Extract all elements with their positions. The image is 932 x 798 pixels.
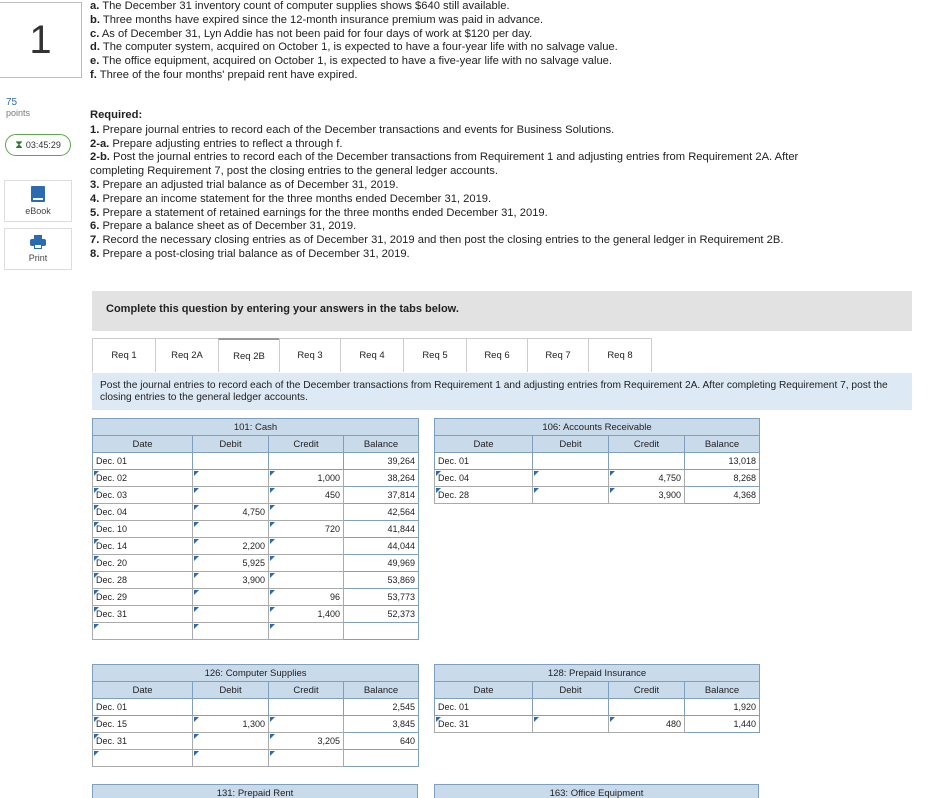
credit-cell xyxy=(609,453,685,470)
date-input[interactable] xyxy=(93,750,193,767)
tab-req-4[interactable]: Req 4 xyxy=(340,338,404,372)
date-input[interactable]: Dec. 10 xyxy=(93,521,193,538)
ledger-title: 106: Accounts Receivable xyxy=(435,419,760,436)
balance-cell: 3,845 xyxy=(344,716,419,733)
balance-cell: 39,264 xyxy=(344,453,419,470)
ledger-accounts-receivable xyxy=(434,418,760,640)
required-item: 4. Prepare an income statement for the three months ended December 31, 2019. xyxy=(90,192,492,205)
ledger-prepaid-insurance xyxy=(434,664,760,733)
col-credit: Credit xyxy=(609,436,685,453)
balance-cell: 42,564 xyxy=(344,504,419,521)
debit-input[interactable] xyxy=(533,470,609,487)
credit-input[interactable]: 480 xyxy=(609,716,685,733)
points-label: points xyxy=(6,108,31,118)
debit-input[interactable] xyxy=(193,487,269,504)
print-button[interactable] xyxy=(4,228,72,270)
date-input[interactable]: Dec. 04 xyxy=(435,470,533,487)
table-row xyxy=(93,555,419,572)
date-input[interactable]: Dec. 28 xyxy=(435,487,533,504)
problem-item: c. As of December 31, Lyn Addie has not been paid for four days of work at $120 per day. xyxy=(90,27,533,40)
spacer-row xyxy=(435,504,760,640)
book-icon xyxy=(31,186,45,202)
debit-input[interactable] xyxy=(193,589,269,606)
table-row xyxy=(93,572,419,589)
ebook-label: eBook xyxy=(25,206,51,216)
required-item: 3. Prepare an adjusted trial balance as of December 31, 2019. xyxy=(90,178,399,191)
requirement-tabs xyxy=(92,338,651,372)
tab-req-5[interactable]: Req 5 xyxy=(403,338,467,372)
debit-cell xyxy=(193,699,269,716)
timer-badge xyxy=(5,134,71,156)
balance-cell: 41,844 xyxy=(344,521,419,538)
problem-item: e. The office equipment, acquired on October 1, is expected to have a five-year life with no salvage value. xyxy=(90,55,612,68)
problem-list xyxy=(90,0,850,83)
credit-input[interactable] xyxy=(269,555,344,572)
debit-input[interactable]: 5,925 xyxy=(193,555,269,572)
ledger-title: 163: Office Equipment xyxy=(435,785,759,798)
debit-cell xyxy=(533,453,609,470)
credit-input[interactable]: 1,400 xyxy=(269,606,344,623)
problem-item: d. The computer system, acquired on October 1, is expected to have a four-year life with no salvage value. xyxy=(90,41,618,54)
ledger-title: 131: Prepaid Rent xyxy=(93,785,418,798)
credit-cell xyxy=(269,453,344,470)
debit-input[interactable]: 3,900 xyxy=(193,572,269,589)
debit-input[interactable] xyxy=(533,716,609,733)
tab-req-2a[interactable]: Req 2A xyxy=(155,338,219,372)
debit-input[interactable] xyxy=(193,623,269,640)
col-debit: Debit xyxy=(193,682,269,699)
credit-input[interactable] xyxy=(269,538,344,555)
tab-instruction: Post the journal entries to record each of the December transactions from Requirement 1 and adjusting entries from Requirement 2A. After completing Requirement 7, post the closing entries to the general ledger accounts. xyxy=(92,373,912,410)
tab-req-2b[interactable]: Req 2B xyxy=(218,338,280,372)
credit-input[interactable]: 3,900 xyxy=(609,487,685,504)
table-row xyxy=(93,521,419,538)
date-input[interactable]: Dec. 20 xyxy=(93,555,193,572)
required-list xyxy=(90,109,810,262)
date-input[interactable]: Dec. 31 xyxy=(93,606,193,623)
date-input[interactable] xyxy=(93,623,193,640)
date-cell: Dec. 01 xyxy=(93,699,193,716)
debit-input[interactable]: 1,300 xyxy=(193,716,269,733)
required-item: 6. Prepare a balance sheet as of December 31, 2019. xyxy=(90,220,357,233)
table-row xyxy=(93,733,419,750)
date-cell: Dec. 01 xyxy=(435,699,533,716)
credit-input[interactable] xyxy=(269,572,344,589)
date-cell: Dec. 01 xyxy=(93,453,193,470)
balance-cell: 4,368 xyxy=(685,487,760,504)
table-row xyxy=(93,750,419,767)
table-row xyxy=(435,453,760,470)
credit-input[interactable]: 1,000 xyxy=(269,470,344,487)
hourglass-icon: ⧗ xyxy=(15,138,23,151)
date-input[interactable]: Dec. 31 xyxy=(93,733,193,750)
debit-input[interactable] xyxy=(193,733,269,750)
balance-cell: 1,440 xyxy=(685,716,760,733)
balance-cell: 1,920 xyxy=(685,699,760,716)
tab-req-7[interactable]: Req 7 xyxy=(527,338,589,372)
table-row xyxy=(435,716,760,733)
ledger-office-equipment xyxy=(434,784,759,798)
col-debit: Debit xyxy=(533,682,609,699)
col-date: Date xyxy=(435,682,533,699)
print-label: Print xyxy=(28,253,48,263)
ledger-cash xyxy=(92,418,419,640)
points-value: 75 xyxy=(6,97,18,108)
col-credit: Credit xyxy=(269,436,344,453)
timer-value: 03:45:29 xyxy=(25,140,61,150)
col-date: Date xyxy=(93,436,193,453)
credit-input[interactable] xyxy=(269,750,344,767)
ledger-computer-supplies xyxy=(92,664,419,767)
tab-req-3[interactable]: Req 3 xyxy=(279,338,341,372)
debit-input[interactable] xyxy=(193,606,269,623)
required-item: 2-b. Post the journal entries to record each of the December transactions from Requirement 1 and adjusting entries from Requirement 2A. After completing Requirement 7, post the closing entries to the general ledger accounts. xyxy=(90,151,799,178)
points-info xyxy=(6,97,30,119)
col-credit: Credit xyxy=(609,682,685,699)
ledger-title: 126: Computer Supplies xyxy=(93,665,419,682)
date-input[interactable]: Dec. 02 xyxy=(93,470,193,487)
table-row xyxy=(435,470,760,487)
col-balance: Balance xyxy=(344,682,419,699)
ledger-title: 101: Cash xyxy=(93,419,419,436)
table-row xyxy=(435,487,760,504)
tab-req-1[interactable]: Req 1 xyxy=(92,338,156,372)
date-input[interactable]: Dec. 15 xyxy=(93,716,193,733)
credit-input[interactable] xyxy=(269,504,344,521)
credit-input[interactable]: 450 xyxy=(269,487,344,504)
debit-input[interactable]: 2,200 xyxy=(193,538,269,555)
debit-input[interactable]: 4,750 xyxy=(193,504,269,521)
debit-cell xyxy=(533,699,609,716)
credit-cell xyxy=(609,699,685,716)
col-balance: Balance xyxy=(344,436,419,453)
table-row xyxy=(93,453,419,470)
col-credit: Credit xyxy=(269,682,344,699)
balance-cell: 53,773 xyxy=(344,589,419,606)
debit-input[interactable] xyxy=(193,521,269,538)
balance-cell: 2,545 xyxy=(344,699,419,716)
tab-req-6[interactable]: Req 6 xyxy=(466,338,528,372)
credit-cell xyxy=(269,699,344,716)
complete-question-bar: Complete this question by entering your answers in the tabs below. xyxy=(92,291,912,331)
ebook-button[interactable] xyxy=(4,180,72,222)
col-date: Date xyxy=(435,436,533,453)
tab-req-8[interactable]: Req 8 xyxy=(588,338,652,372)
table-row xyxy=(93,538,419,555)
balance-cell: 8,268 xyxy=(685,470,760,487)
date-input[interactable]: Dec. 29 xyxy=(93,589,193,606)
credit-input[interactable]: 3,205 xyxy=(269,733,344,750)
credit-input[interactable]: 96 xyxy=(269,589,344,606)
credit-input[interactable]: 720 xyxy=(269,521,344,538)
credit-input[interactable] xyxy=(269,623,344,640)
date-input[interactable]: Dec. 28 xyxy=(93,572,193,589)
balance-cell: 13,018 xyxy=(685,453,760,470)
credit-input[interactable]: 4,750 xyxy=(609,470,685,487)
required-item: 1. Prepare journal entries to record each of the December transactions and events for Business Solutions. xyxy=(90,123,615,136)
debit-input[interactable] xyxy=(193,470,269,487)
col-debit: Debit xyxy=(193,436,269,453)
date-input[interactable]: Dec. 14 xyxy=(93,538,193,555)
problem-item: a. The December 31 inventory count of computer supplies shows $640 still available. xyxy=(90,0,510,12)
table-row xyxy=(93,699,419,716)
table-row xyxy=(93,589,419,606)
ledger-prepaid-rent xyxy=(92,784,418,798)
balance-cell: 44,044 xyxy=(344,538,419,555)
table-row xyxy=(93,504,419,521)
debit-input[interactable] xyxy=(193,750,269,767)
table-row xyxy=(435,699,760,716)
date-input[interactable]: Dec. 04 xyxy=(93,504,193,521)
col-balance: Balance xyxy=(685,682,760,699)
date-cell: Dec. 01 xyxy=(435,453,533,470)
problem-item: b. Three months have expired since the 12-month insurance premium was paid in advance. xyxy=(90,13,544,26)
table-row xyxy=(93,606,419,623)
debit-cell xyxy=(193,453,269,470)
table-row xyxy=(93,623,419,640)
balance-cell: 53,869 xyxy=(344,572,419,589)
balance-cell xyxy=(344,750,419,767)
problem-item: f. Three of the four months' prepaid rent have expired. xyxy=(90,68,358,81)
balance-cell: 49,969 xyxy=(344,555,419,572)
balance-cell: 640 xyxy=(344,733,419,750)
question-number: 1 xyxy=(0,2,82,78)
table-row xyxy=(93,470,419,487)
required-item: 5. Prepare a statement of retained earnings for the three months ended December 31, 2019. xyxy=(90,206,548,219)
required-item: 2-a. Prepare adjusting entries to reflect a through f. xyxy=(90,137,343,150)
table-row xyxy=(93,716,419,733)
col-balance: Balance xyxy=(685,436,760,453)
credit-input[interactable] xyxy=(269,716,344,733)
balance-cell: 52,373 xyxy=(344,606,419,623)
printer-icon xyxy=(30,235,46,249)
date-input[interactable]: Dec. 31 xyxy=(435,716,533,733)
col-date: Date xyxy=(93,682,193,699)
required-item: 8. Prepare a post-closing trial balance as of December 31, 2019. xyxy=(90,247,410,260)
ledger-title: 128: Prepaid Insurance xyxy=(435,665,760,682)
balance-cell xyxy=(344,623,419,640)
debit-input[interactable] xyxy=(533,487,609,504)
balance-cell: 37,814 xyxy=(344,487,419,504)
col-debit: Debit xyxy=(533,436,609,453)
required-heading: Required: xyxy=(90,109,143,121)
table-row xyxy=(93,487,419,504)
date-input[interactable]: Dec. 03 xyxy=(93,487,193,504)
required-item: 7. Record the necessary closing entries as of December 31, 2019 and then post the closing entries to the general ledger in Requirement 2B. xyxy=(90,234,784,247)
balance-cell: 38,264 xyxy=(344,470,419,487)
